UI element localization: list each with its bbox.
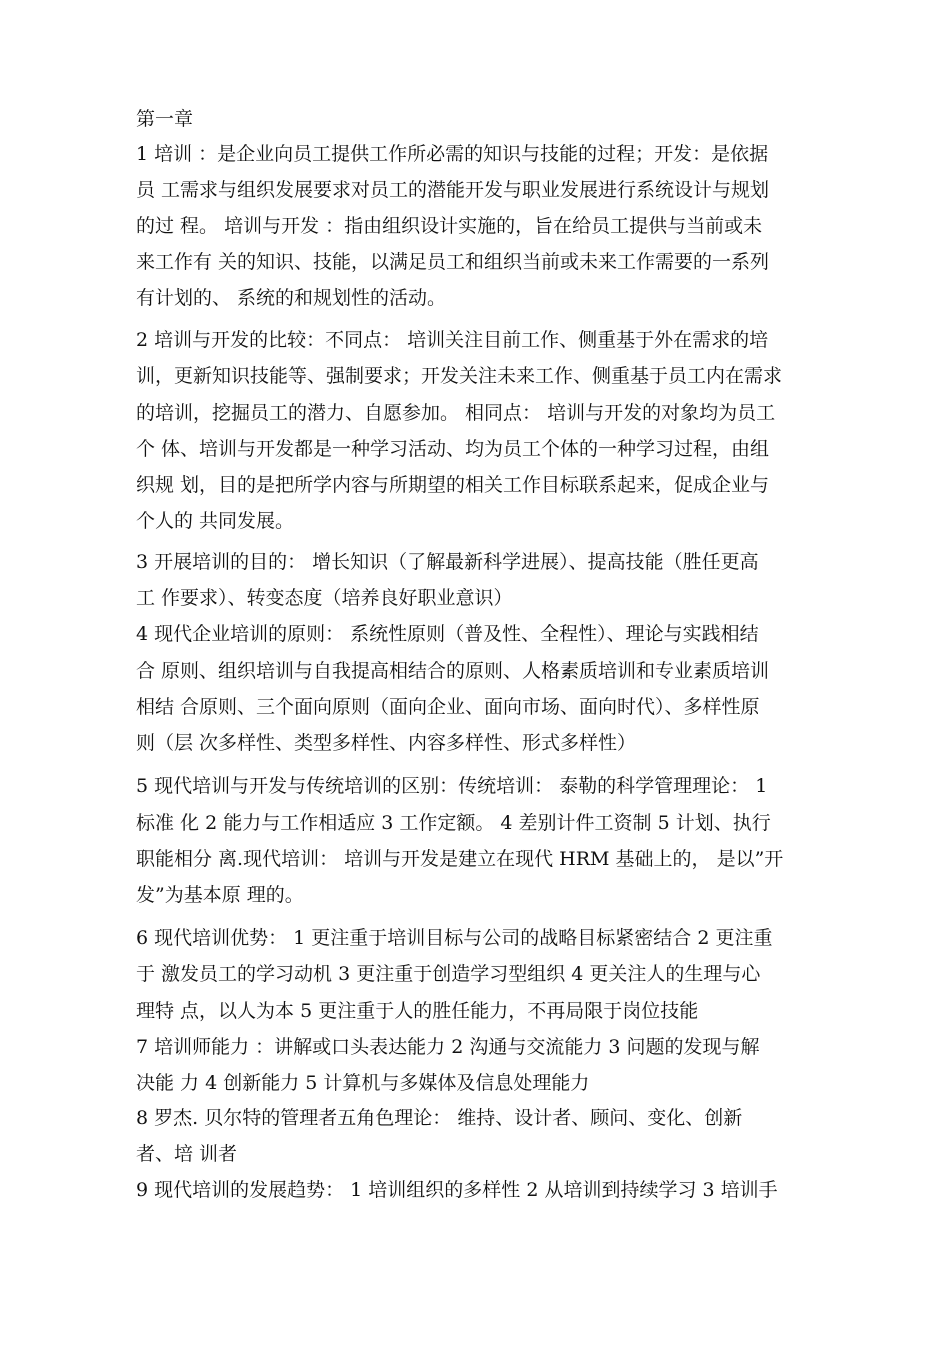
text-line: 个 体、培训与开发都是一种学习活动、均为员工个体的一种学习过程，由组 [136,438,770,460]
text-line: 者、培 训者 [136,1143,238,1165]
text-line: 3 开展培训的目的： 增长知识（了解最新科学进展）、提高技能（胜任更高 [136,551,759,573]
text-line: 6 现代培训优势： 1 更注重于培训目标与公司的战略目标紧密结合 2 更注重 [136,927,773,949]
text-line: 标准 化 2 能力与工作相适应 3 工作定额。 4 差别计件工资制 5 计划、执行 [136,812,771,834]
text-line: 2 培训与开发的比较：不同点： 培训关注目前工作、侧重基于外在需求的培 [136,329,769,351]
text-line: 8 罗杰. 贝尔特的管理者五角色理论： 维持、设计者、顾问、变化、创新 [136,1107,743,1129]
text-line: 决能 力 4 创新能力 5 计算机与多媒体及信息处理能力 [136,1072,590,1094]
text-line: 训，更新知识技能等、强制要求；开发关注未来工作、侧重基于员工内在需求 [136,365,783,387]
text-line: 发”为基本原 理的。 [136,884,304,906]
text-line: 相结 合原则、三个面向原则（面向企业、面向市场、面向时代）、多样性原 [136,696,760,718]
text-line: 有计划的、 系统的和规划性的活动。 [136,287,447,309]
text-line: 4 现代企业培训的原则： 系统性原则（普及性、全程性）、理论与实践相结 [136,623,759,645]
text-line: 职能相分 离.现代培训： 培训与开发是建立在现代 HRM 基础上的， 是以”开 [136,848,784,870]
text-line: 合 原则、组织培训与自我提高相结合的原则、人格素质培训和专业素质培训 [136,660,770,682]
text-line: 于 激发员工的学习动机 3 更注重于创造学习型组织 4 更关注人的生理与心 [136,963,761,985]
text-line: 个人的 共同发展。 [136,510,295,532]
text-line: 的培训，挖掘员工的潜力、自愿参加。 相同点： 培训与开发的对象均为员工 [136,402,776,424]
text-line: 理特 点，以人为本 5 更注重于人的胜任能力，不再局限于岗位技能 [136,1000,699,1022]
text-line: 1 培训 ：是企业向员工提供工作所必需的知识与技能的过程；开发：是依据 [136,143,769,165]
text-line: 员 工需求与组织发展要求对员工的潜能开发与职业发展进行系统设计与规划 [136,179,770,201]
text-line: 来工作有 关的知识、技能，以满足员工和组织当前或未来工作需要的一系列 [136,251,770,273]
text-line: 5 现代培训与开发与传统培训的区别：传统培训： 泰勒的科学管理理论： 1 [136,775,768,797]
text-line: 织规 划，目的是把所学内容与所期望的相关工作目标联系起来，促成企业与 [136,474,770,496]
text-line: 则（层 次多样性、类型多样性、内容多样性、形式多样性） [136,732,637,754]
text-line: 7 培训师能力 ：讲解或口头表达能力 2 沟通与交流能力 3 问题的发现与解 [136,1036,760,1058]
chapter-title: 第一章 [136,108,194,130]
text-line: 的过 程。 培训与开发 ：指由组织设计实施的，旨在给员工提供与当前或未 [136,215,763,237]
text-line: 工 作要求）、转变态度（培养良好职业意识） [136,587,513,609]
text-line: 9 现代培训的发展趋势： 1 培训组织的多样性 2 从培训到持续学习 3 培训手 [136,1179,778,1201]
